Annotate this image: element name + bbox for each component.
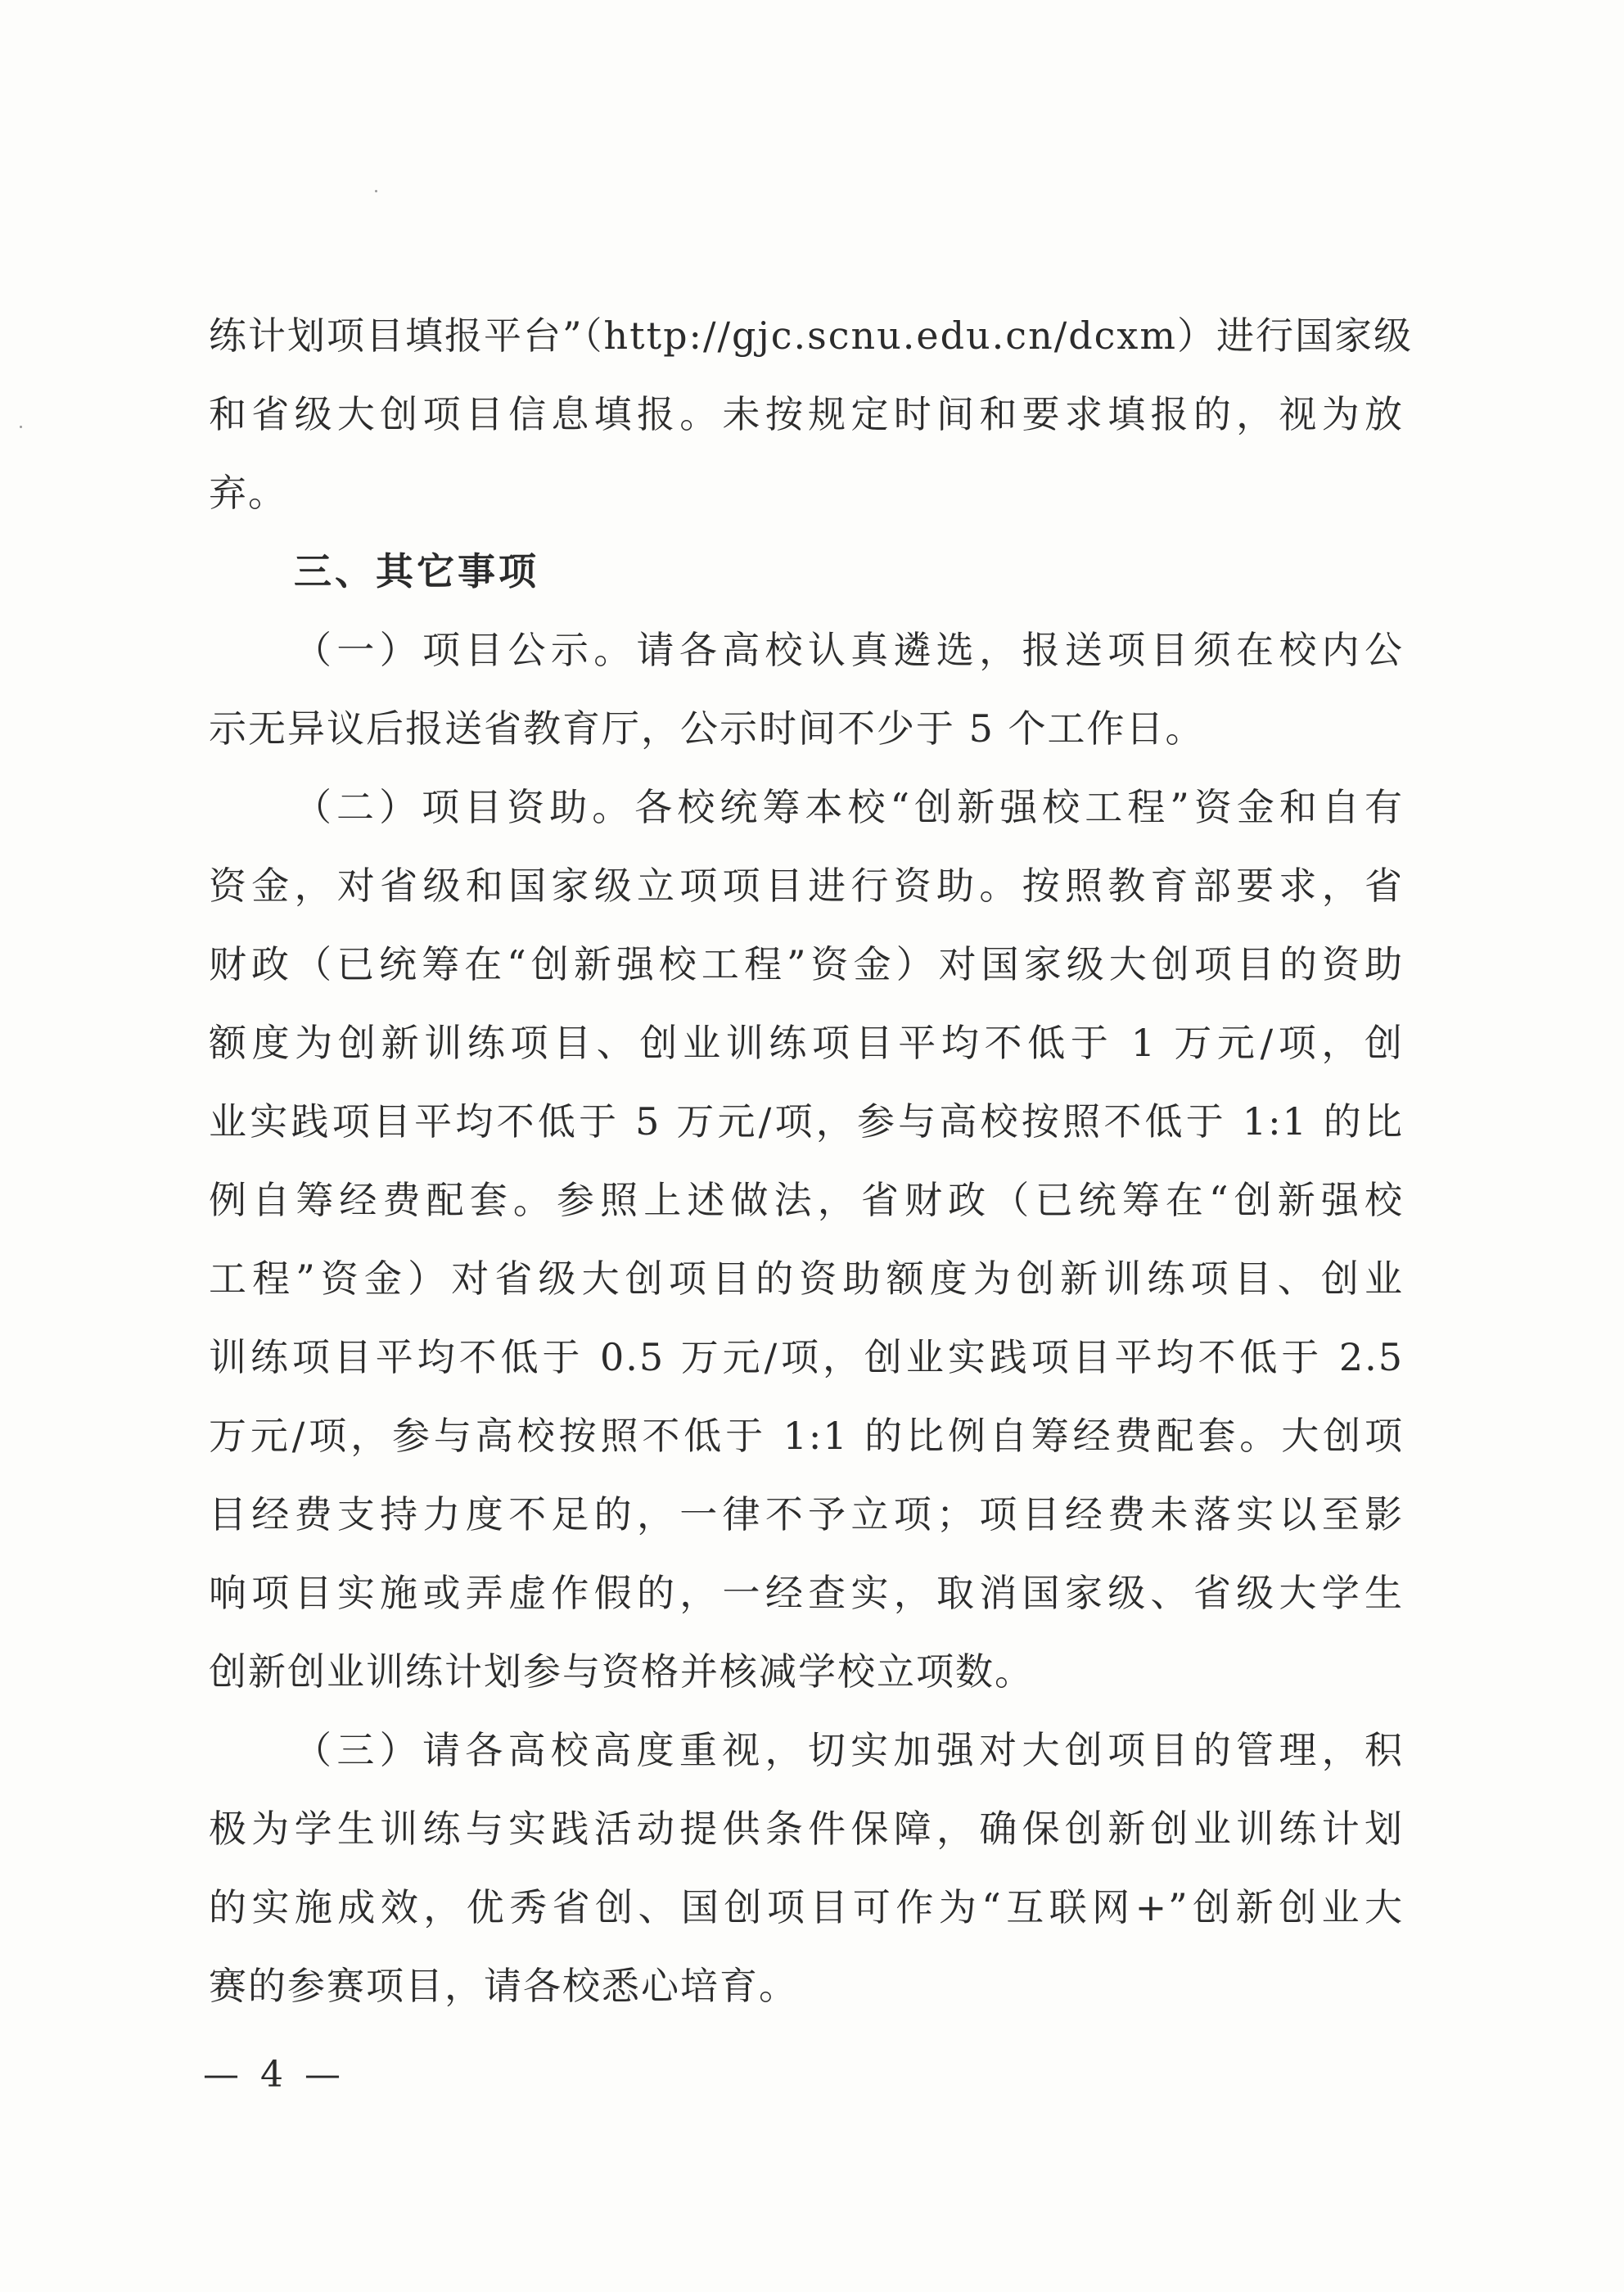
page-number: — 4 —	[203, 2054, 345, 2096]
paragraph-line: 的实施成效，优秀省创、国创项目可作为“互联网+”创新创业大	[209, 1885, 1404, 1929]
paragraph-line: 工程”资金）对省级大创项目的资助额度为创新训练项目、创业	[209, 1257, 1404, 1301]
paragraph-line: （一）项目公示。请各高校认真遴选，报送项目须在校内公	[294, 628, 1404, 672]
paragraph-line: 目经费支持力度不足的，一律不予立项；项目经费未落实以至影	[209, 1492, 1404, 1536]
paragraph-line: 和省级大创项目信息填报。未按规定时间和要求填报的，视为放	[209, 392, 1404, 436]
paragraph-line: 响项目实施或弄虚作假的，一经查实，取消国家级、省级大学生	[209, 1571, 1404, 1615]
section-heading: 三、其它事项	[294, 549, 539, 593]
paragraph-line: 业实践项目平均不低于 5 万元/项，参与高校按照不低于 1:1 的比	[209, 1099, 1404, 1144]
paragraph-line: 弃。	[209, 471, 287, 515]
paragraph-line: 极为学生训练与实践活动提供条件保障，确保创新创业训练计划	[209, 1807, 1404, 1851]
paragraph-line: 万元/项，参与高校按照不低于 1:1 的比例自筹经费配套。大创项	[209, 1414, 1404, 1458]
paragraph-line: 例自筹经费配套。参照上述做法，省财政（已统筹在“创新强校	[209, 1178, 1404, 1222]
paragraph-line: 示无异议后报送省教育厅，公示时间不少于 5 个工作日。	[209, 706, 1205, 751]
body-text	[209, 296, 1413, 2025]
scan-speck	[375, 190, 377, 192]
scan-speck	[20, 426, 22, 428]
paragraph-line: 财政（已统筹在“创新强校工程”资金）对国家级大创项目的资助	[209, 942, 1404, 986]
paragraph-line: 创新创业训练计划参与资格并核减学校立项数。	[209, 1649, 1034, 1694]
paragraph-line: 练计划项目填报平台”（http://gjc.scnu.edu.cn/dcxm）进行国家级	[209, 314, 1413, 358]
paragraph-line: （二）项目资助。各校统筹本校“创新强校工程”资金和自有	[294, 785, 1404, 829]
paragraph-line: 额度为创新训练项目、创业训练项目平均不低于 1 万元/项，创	[209, 1021, 1404, 1065]
paragraph-line: 训练项目平均不低于 0.5 万元/项，创业实践项目平均不低于 2.5	[209, 1335, 1404, 1379]
paragraph-line: 赛的参赛项目，请各校悉心培育。	[209, 1964, 798, 2008]
paragraph-line: 资金，对省级和国家级立项项目进行资助。按照教育部要求，省	[209, 864, 1404, 908]
paragraph-line: （三）请各高校高度重视，切实加强对大创项目的管理，积	[294, 1728, 1404, 1772]
